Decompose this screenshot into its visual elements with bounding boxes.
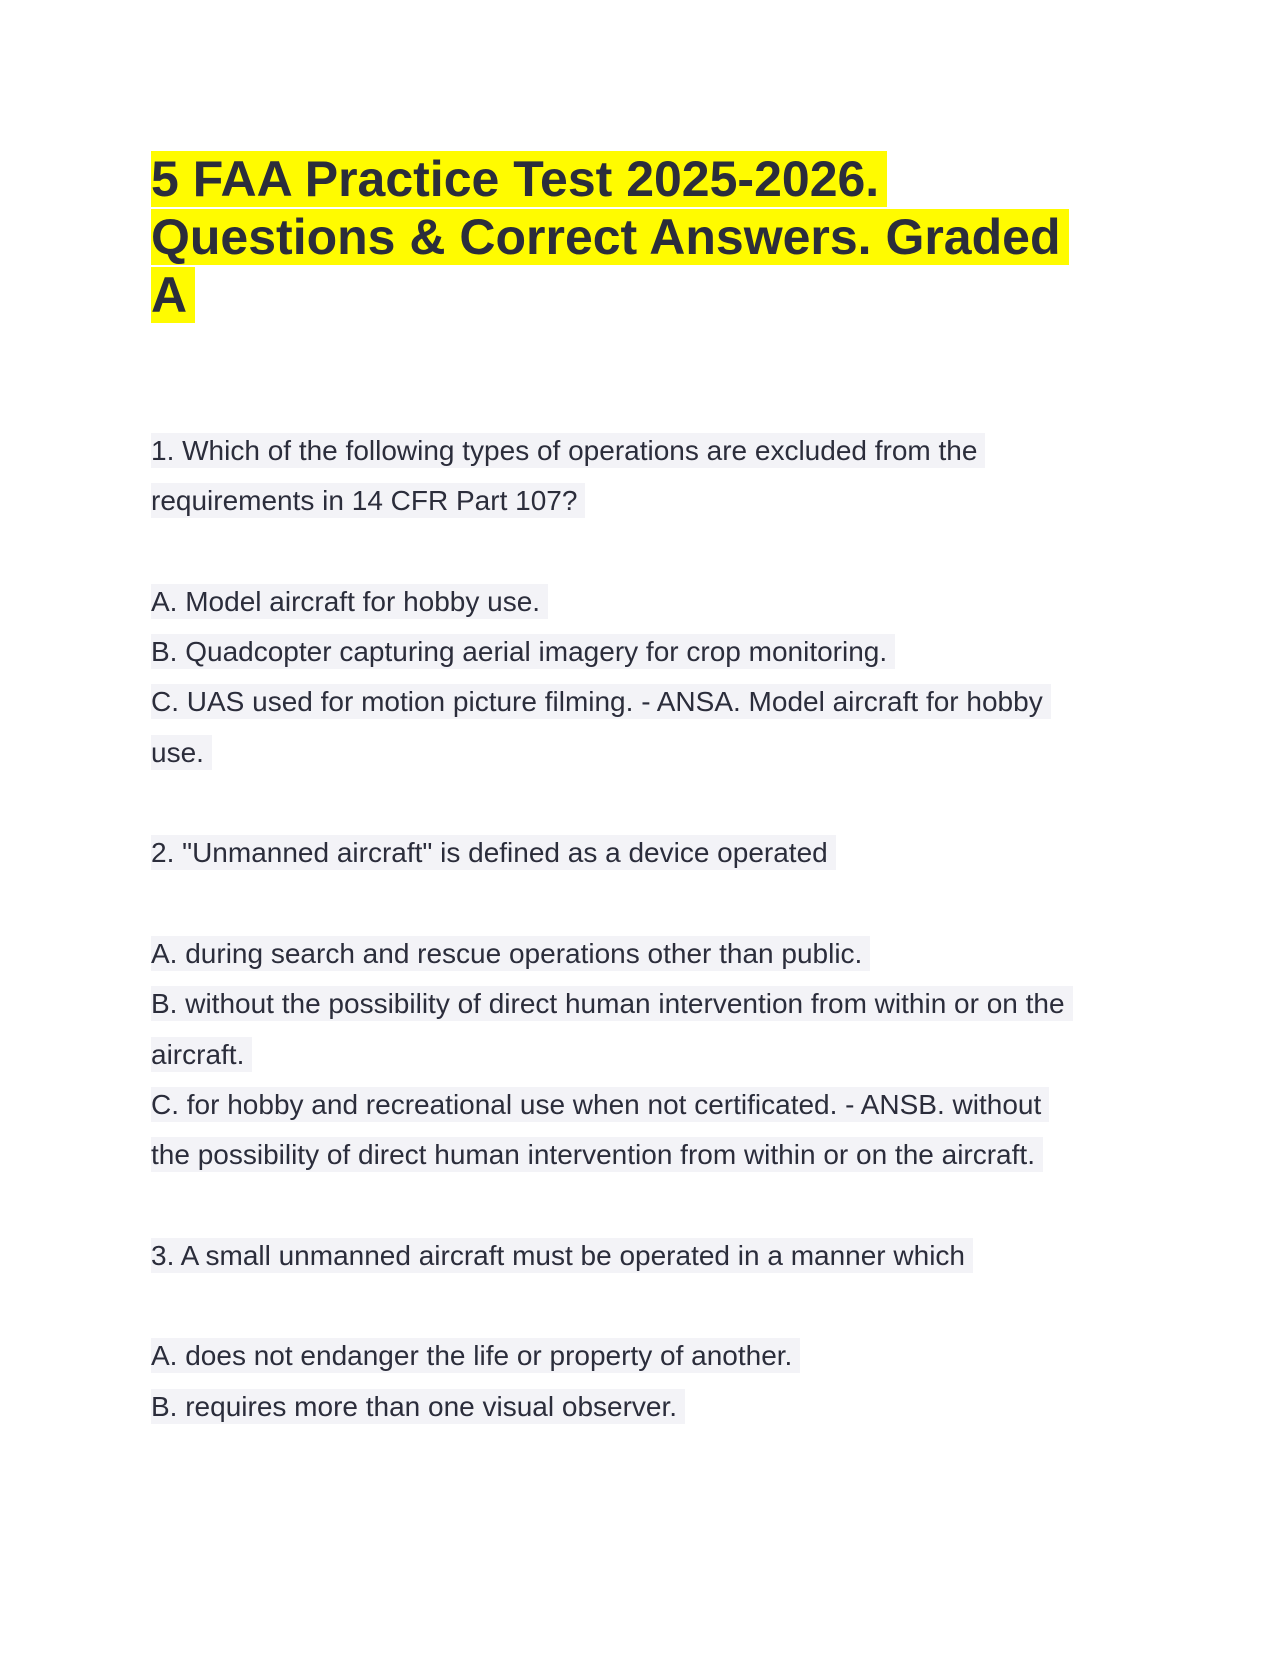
spacer: [151, 778, 1131, 828]
spacer: [151, 1180, 1131, 1230]
title-text: Questions & Correct Answers. Graded: [151, 209, 1069, 265]
spacer: [151, 879, 1131, 929]
title-line: [151, 266, 1091, 324]
title-line: [151, 150, 1091, 208]
option-line: A. during search and rescue operations other than public.: [151, 929, 1131, 979]
option-line: A. Model aircraft for hobby use.: [151, 577, 1131, 627]
option-line: C. UAS used for motion picture filming. - ANSA. Model aircraft for hobby: [151, 677, 1131, 727]
title-line: [151, 208, 1091, 266]
title-text: A: [151, 267, 195, 323]
spacer: [151, 527, 1131, 577]
option-line: A. does not endanger the life or property of another.: [151, 1331, 1131, 1381]
question-3: [151, 1231, 1131, 1432]
question-1: [151, 426, 1131, 778]
title-text: 5 FAA Practice Test 2025-2026.: [151, 151, 887, 207]
spacer: [151, 1281, 1131, 1331]
questions-body: [151, 426, 1131, 1432]
option-line: B. Quadcopter capturing aerial imagery for crop monitoring.: [151, 627, 1131, 677]
question-text-line: 2. "Unmanned aircraft" is defined as a device operated: [151, 828, 1131, 878]
question-2: [151, 828, 1131, 1180]
option-line: B. without the possibility of direct human intervention from within or on the: [151, 979, 1131, 1029]
question-text-line: 1. Which of the following types of operations are excluded from the: [151, 426, 1131, 476]
question-text-line: 3. A small unmanned aircraft must be operated in a manner which: [151, 1231, 1131, 1281]
option-line: aircraft.: [151, 1030, 1131, 1080]
option-line: the possibility of direct human intervention from within or on the aircraft.: [151, 1130, 1131, 1180]
option-line: B. requires more than one visual observer.: [151, 1382, 1131, 1432]
option-line: use.: [151, 728, 1131, 778]
question-text-line: requirements in 14 CFR Part 107?: [151, 476, 1131, 526]
document-title: [151, 150, 1091, 324]
option-line: C. for hobby and recreational use when not certificated. - ANSB. without: [151, 1080, 1131, 1130]
